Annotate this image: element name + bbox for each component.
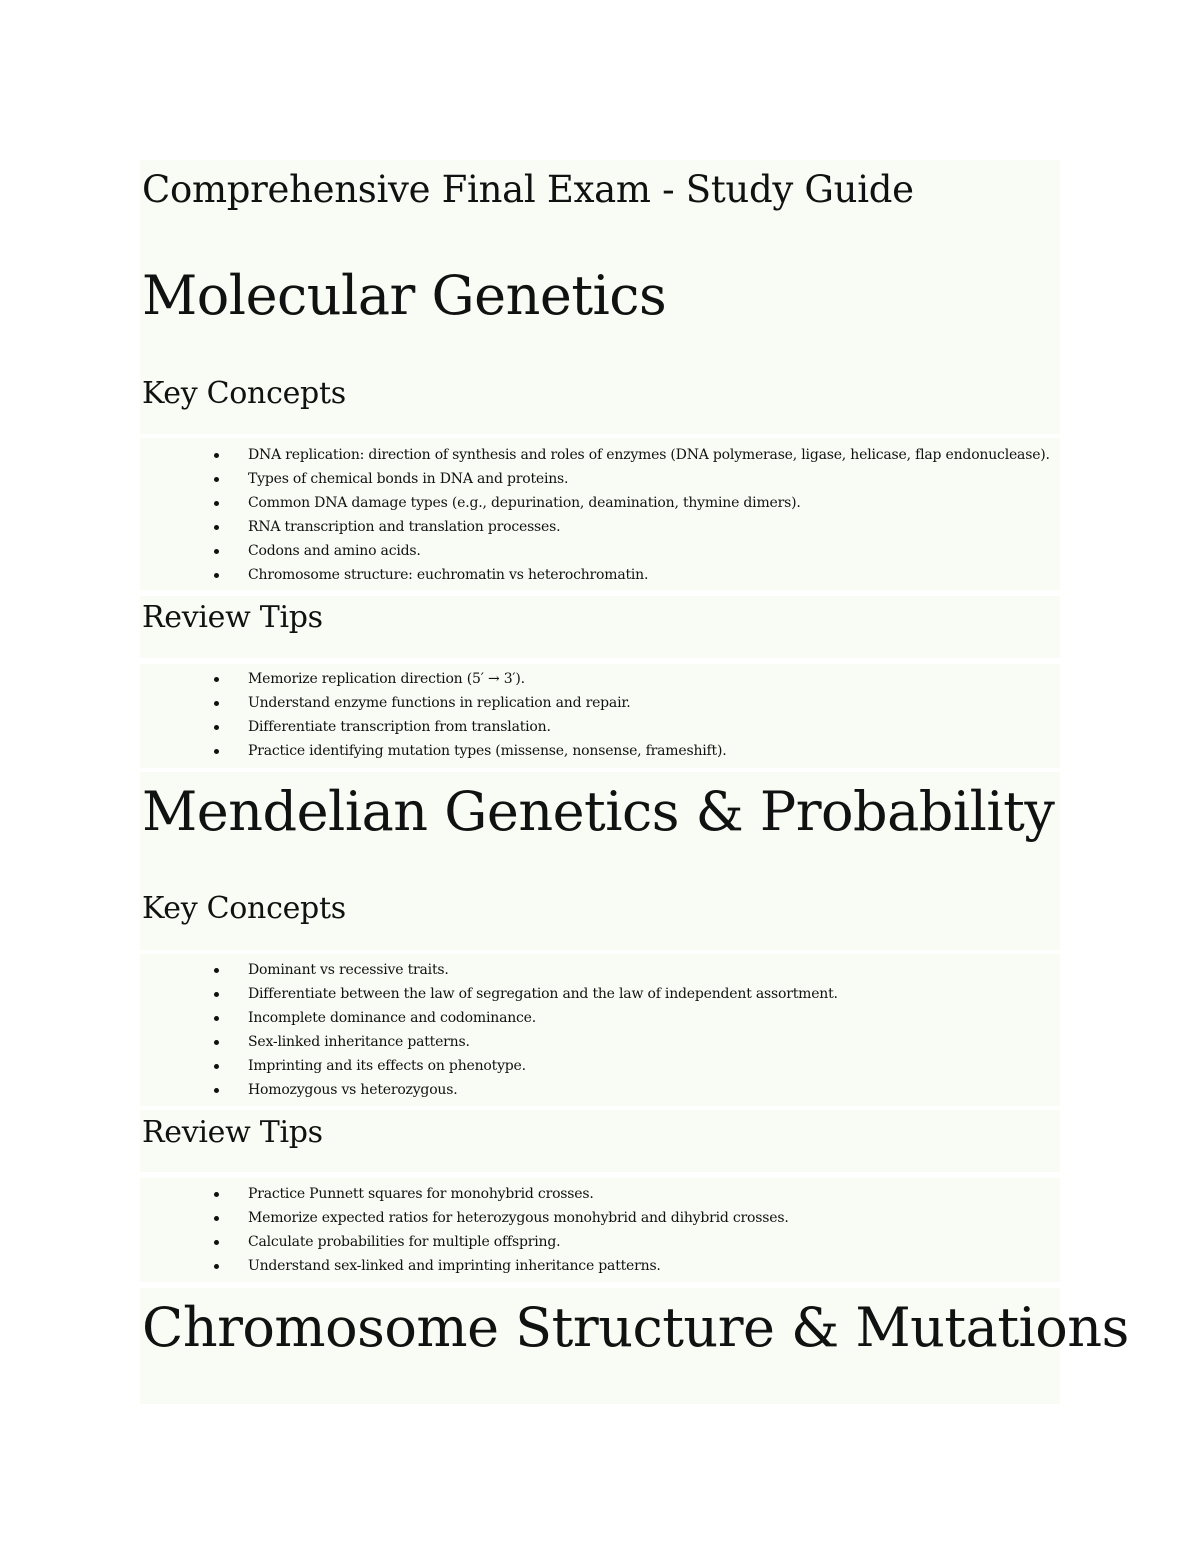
list-item: Sex-linked inheritance patterns. <box>214 1030 838 1054</box>
bullet-icon <box>214 453 219 458</box>
list-item: DNA replication: direction of synthesis and roles of enzymes (DNA polymerase, ligase, helicase, flap endonuclease). <box>214 443 1050 467</box>
bullet-icon <box>214 1040 219 1045</box>
list-item: Practice Punnett squares for monohybrid crosses. <box>214 1182 789 1206</box>
bullet-icon <box>214 1240 219 1245</box>
bullet-icon <box>214 477 219 482</box>
bullet-icon <box>214 968 219 973</box>
section-heading: Molecular Genetics <box>142 264 667 327</box>
bullet-icon <box>214 1016 219 1021</box>
list-item: Types of chemical bonds in DNA and proteins. <box>214 467 1050 491</box>
list-item: Incomplete dominance and codominance. <box>214 1006 838 1030</box>
bullet-icon <box>214 1216 219 1221</box>
bullet-icon <box>214 749 219 754</box>
section-heading: Mendelian Genetics & Probability <box>142 780 1055 843</box>
subsection-heading-key-concepts: Key Concepts <box>142 891 346 926</box>
bullet-icon <box>214 992 219 997</box>
list-item: Common DNA damage types (e.g., depurination, deamination, thymine dimers). <box>214 491 1050 515</box>
list-item: Understand enzyme functions in replication and repair. <box>214 691 726 715</box>
list-item: Imprinting and its effects on phenotype. <box>214 1054 838 1078</box>
document-title: Comprehensive Final Exam - Study Guide <box>142 168 914 211</box>
bullet-icon <box>214 573 219 578</box>
key-concepts-list <box>214 958 838 1102</box>
list-item: Memorize replication direction (5′ → 3′). <box>214 667 726 691</box>
list-item: Chromosome structure: euchromatin vs heterochromatin. <box>214 563 1050 587</box>
bullet-icon <box>214 549 219 554</box>
bullet-icon <box>214 677 219 682</box>
list-item: Memorize expected ratios for heterozygous monohybrid and dihybrid crosses. <box>214 1206 789 1230</box>
bullet-icon <box>214 1064 219 1069</box>
key-concepts-list <box>214 443 1050 587</box>
list-item: Differentiate transcription from translation. <box>214 715 726 739</box>
list-item: Codons and amino acids. <box>214 539 1050 563</box>
subsection-heading-review-tips: Review Tips <box>142 1115 323 1150</box>
bullet-icon <box>214 725 219 730</box>
subsection-heading-key-concepts: Key Concepts <box>142 376 346 411</box>
list-item: Differentiate between the law of segregation and the law of independent assortment. <box>214 982 838 1006</box>
review-tips-list <box>214 667 726 763</box>
subsection-heading-review-tips: Review Tips <box>142 600 323 635</box>
list-item: RNA transcription and translation processes. <box>214 515 1050 539</box>
section-heading: Chromosome Structure & Mutations <box>142 1296 1129 1359</box>
review-tips-list <box>214 1182 789 1278</box>
list-item: Dominant vs recessive traits. <box>214 958 838 982</box>
bullet-icon <box>214 701 219 706</box>
list-item: Practice identifying mutation types (missense, nonsense, frameshift). <box>214 739 726 763</box>
bullet-icon <box>214 1088 219 1093</box>
list-item: Calculate probabilities for multiple offspring. <box>214 1230 789 1254</box>
bullet-icon <box>214 525 219 530</box>
bullet-icon <box>214 1264 219 1269</box>
list-item: Understand sex-linked and imprinting inheritance patterns. <box>214 1254 789 1278</box>
bullet-icon <box>214 1192 219 1197</box>
list-item: Homozygous vs heterozygous. <box>214 1078 838 1102</box>
bullet-icon <box>214 501 219 506</box>
